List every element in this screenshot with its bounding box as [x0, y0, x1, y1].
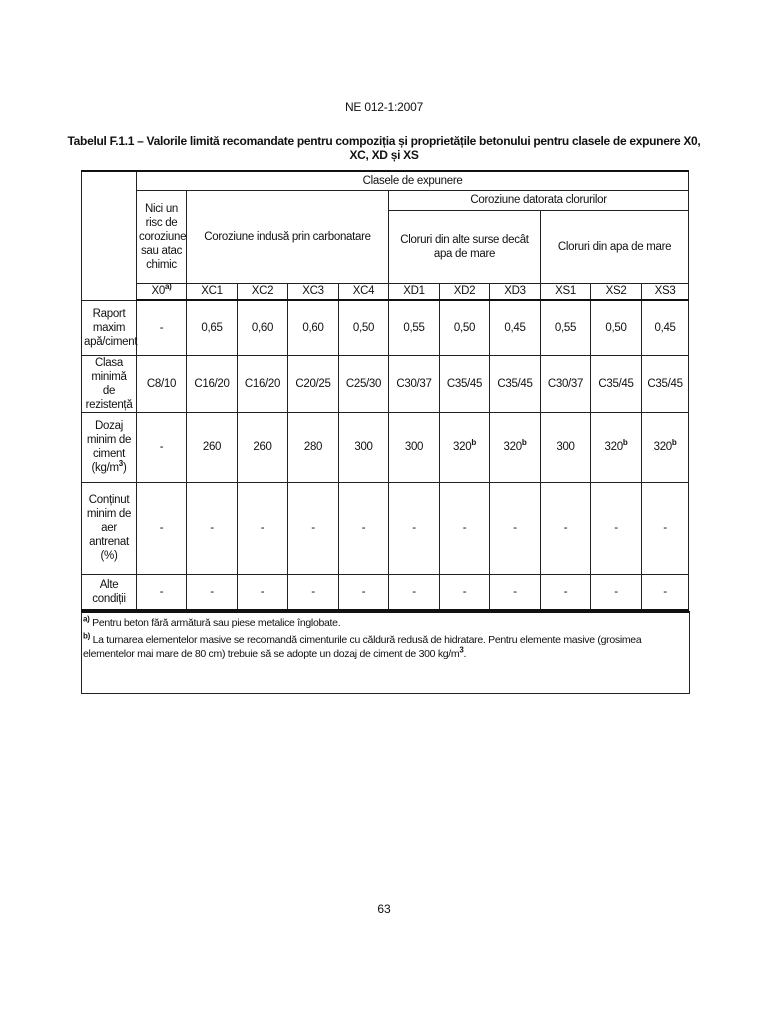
value-cell [238, 412, 288, 482]
footnote-b-text: La turnarea elementelor masive se recomandă cimenturile cu căldură redusă de hidratare. Pentru elemente masive (grosimea elementelor mai mare de 80 cm) trebuie să se adopte un dozaj de ciment de 300 kg/m [83, 634, 642, 660]
value-cell [137, 300, 187, 355]
value-cell [541, 574, 591, 610]
value-cell [238, 574, 288, 610]
table-title: Tabelul F.1.1 – Valorile limită recomandate pentru compoziția și proprietățile betonului pentru clasele de expunere X0, XC, XD și XS [67, 134, 701, 162]
value-cell [187, 412, 238, 482]
value-cell [339, 355, 389, 412]
cell-value: 300 [404, 441, 424, 453]
class-cell: XC1 [187, 283, 238, 300]
value-cell [642, 355, 689, 412]
cell-value: C35/45 [647, 377, 683, 390]
limits-table-container [81, 170, 688, 694]
cell-value: - [614, 522, 618, 534]
table-row [82, 412, 689, 482]
table-row [82, 355, 689, 412]
row-label [82, 482, 137, 574]
cell-value: - [210, 522, 214, 534]
cell-value: - [361, 585, 366, 598]
row-label-end: ) [122, 462, 127, 474]
cell-value: 320 [453, 441, 472, 453]
value-cell [490, 355, 541, 412]
value-cell [440, 574, 490, 610]
value-cell [591, 300, 642, 355]
cell-value: - [159, 441, 164, 453]
footnote-b-end: . [463, 648, 467, 660]
cell-value: - [663, 522, 667, 534]
row-label [82, 300, 137, 355]
header-chloride-sea-water: Cloruri din apa de mare [541, 210, 689, 283]
value-cell [591, 482, 642, 574]
cell-value: 300 [354, 441, 373, 453]
cell-value: 0,55 [403, 321, 425, 334]
cell-value: C25/30 [345, 377, 382, 390]
cell-value: C16/20 [244, 377, 281, 390]
cell-value: 280 [303, 441, 323, 453]
header-chloride-other-sources: Cloruri din alte surse decât apa de mare [389, 210, 541, 283]
footnote-a [83, 616, 688, 630]
value-cell [187, 482, 238, 574]
cell-value: 0,50 [352, 321, 375, 334]
exposure-class-row [82, 283, 689, 300]
cell-value: 0,50 [605, 321, 627, 334]
cell-value: C35/45 [446, 377, 483, 390]
row-label-text: Conținut minim de aer antrenat (%) [86, 494, 132, 562]
value-cell [137, 412, 187, 482]
footnote-b-superscript: 3 [459, 645, 464, 655]
class-cell: XS2 [591, 283, 642, 300]
value-cell [591, 574, 642, 610]
cell-value: - [663, 585, 667, 598]
value-cell [541, 300, 591, 355]
cell-value: 0,45 [504, 321, 526, 334]
document-code: NE 012-1:2007 [344, 100, 424, 114]
value-cell [440, 412, 490, 482]
cell-value: C8/10 [146, 377, 177, 390]
footnote-b [83, 633, 688, 661]
value-cell [389, 574, 440, 610]
cell-value: C30/37 [396, 377, 432, 390]
table-row [82, 574, 689, 610]
footnote-a-text: Pentru beton fără armătură sau piese metalice înglobate. [92, 617, 341, 629]
value-cell [490, 574, 541, 610]
cell-value: - [513, 522, 517, 534]
header-chloride: Coroziune datorata clorurilor [389, 190, 689, 210]
value-cell [187, 300, 238, 355]
cell-value: 260 [253, 441, 272, 453]
cell-value: - [159, 585, 164, 598]
value-cell [389, 300, 440, 355]
cell-value: - [412, 585, 416, 598]
value-cell [187, 574, 238, 610]
class-cell: XD3 [490, 283, 541, 300]
value-cell [288, 482, 339, 574]
cell-value: - [614, 585, 618, 598]
cell-value: - [260, 522, 265, 534]
value-cell [238, 355, 288, 412]
footnote-marker: b [521, 438, 527, 448]
cell-value: 320 [604, 441, 623, 453]
cell-value: 0,60 [302, 321, 324, 334]
value-cell [288, 300, 339, 355]
value-cell [339, 412, 389, 482]
cell-value: C35/45 [598, 377, 634, 390]
class-cell: XD1 [389, 283, 440, 300]
cell-value: - [361, 522, 366, 534]
cell-value: - [210, 585, 214, 598]
footnote-b-marker: b) [83, 631, 90, 641]
row-label-text: Alte condiții [92, 578, 126, 605]
value-cell [288, 574, 339, 610]
table-row [82, 300, 689, 355]
cell-value: 0,65 [201, 321, 223, 334]
footnote-a-marker: a) [83, 614, 90, 624]
table-row [82, 482, 689, 574]
table-body [82, 300, 689, 610]
value-cell [288, 412, 339, 482]
cell-value: 0,45 [654, 321, 676, 334]
cell-value: - [311, 522, 315, 534]
value-cell [642, 412, 689, 482]
cell-value: - [462, 522, 467, 534]
row-label [82, 355, 137, 412]
row-label-superscript: 3 [118, 459, 123, 469]
cell-value: 0,60 [251, 321, 274, 334]
value-cell [238, 300, 288, 355]
class-cell: XC4 [339, 283, 389, 300]
cell-value: - [159, 321, 164, 334]
value-cell [440, 300, 490, 355]
value-cell [389, 482, 440, 574]
footnote-marker: a) [164, 282, 172, 292]
row-label-text: Clasa minimă de rezistență [85, 356, 133, 411]
cell-value: - [159, 522, 164, 534]
value-cell [642, 300, 689, 355]
footnote-marker: b [471, 438, 476, 448]
cell-value: 0,50 [453, 321, 476, 334]
value-cell [642, 482, 689, 574]
cell-value: C30/37 [547, 377, 584, 390]
page-number: 63 [377, 902, 391, 916]
limits-table [81, 170, 689, 611]
row-label-text: Dozaj minim de ciment (kg/m [86, 420, 132, 474]
value-cell [591, 355, 642, 412]
cell-value: 320 [503, 441, 522, 453]
class-cell: XS3 [642, 283, 689, 300]
value-cell [541, 355, 591, 412]
cell-value: C20/25 [295, 377, 331, 390]
cell-value: 0,55 [554, 321, 577, 334]
value-cell [137, 355, 187, 412]
value-cell [490, 482, 541, 574]
class-cell: XS1 [541, 283, 591, 300]
value-cell [288, 355, 339, 412]
header-exposure-classes: Clasele de expunere [137, 171, 689, 190]
footnote-marker: b [671, 438, 677, 448]
class-cell: XC2 [238, 283, 288, 300]
row-label-text: Raport maxim apă/ciment [84, 307, 138, 348]
value-cell [591, 412, 642, 482]
value-cell [389, 355, 440, 412]
cell-value: - [563, 585, 568, 598]
value-cell [389, 412, 440, 482]
cell-value: - [563, 522, 568, 534]
cell-value: 260 [202, 441, 222, 453]
value-cell [238, 482, 288, 574]
header-carbonation: Coroziune indusă prin carbonatare [187, 190, 389, 283]
class-cell [137, 283, 187, 300]
value-cell [440, 482, 490, 574]
class-cell: XD2 [440, 283, 490, 300]
class-label: X0 [151, 285, 165, 298]
value-cell [339, 482, 389, 574]
footnote-marker: b [622, 438, 628, 448]
value-cell [541, 482, 591, 574]
cell-value: - [260, 585, 265, 598]
value-cell [490, 300, 541, 355]
corner-cell [82, 171, 137, 300]
row-label [82, 574, 137, 610]
header-no-corrosion: Nici un risc de coroziune sau atac chimic [137, 190, 187, 283]
class-cell: XC3 [288, 283, 339, 300]
value-cell [339, 300, 389, 355]
row-label [82, 412, 137, 482]
value-cell [642, 574, 689, 610]
cell-value: C35/45 [497, 377, 533, 390]
value-cell [137, 482, 187, 574]
value-cell [541, 412, 591, 482]
cell-value: - [412, 522, 416, 534]
value-cell [137, 574, 187, 610]
value-cell [339, 574, 389, 610]
footnotes [81, 611, 690, 694]
value-cell [490, 412, 541, 482]
cell-value: 300 [556, 441, 575, 453]
value-cell [187, 355, 238, 412]
cell-value: - [462, 585, 467, 598]
cell-value: - [513, 585, 517, 598]
value-cell [440, 355, 490, 412]
cell-value: - [311, 585, 315, 598]
cell-value: C16/20 [194, 377, 230, 390]
cell-value: 320 [653, 441, 672, 453]
